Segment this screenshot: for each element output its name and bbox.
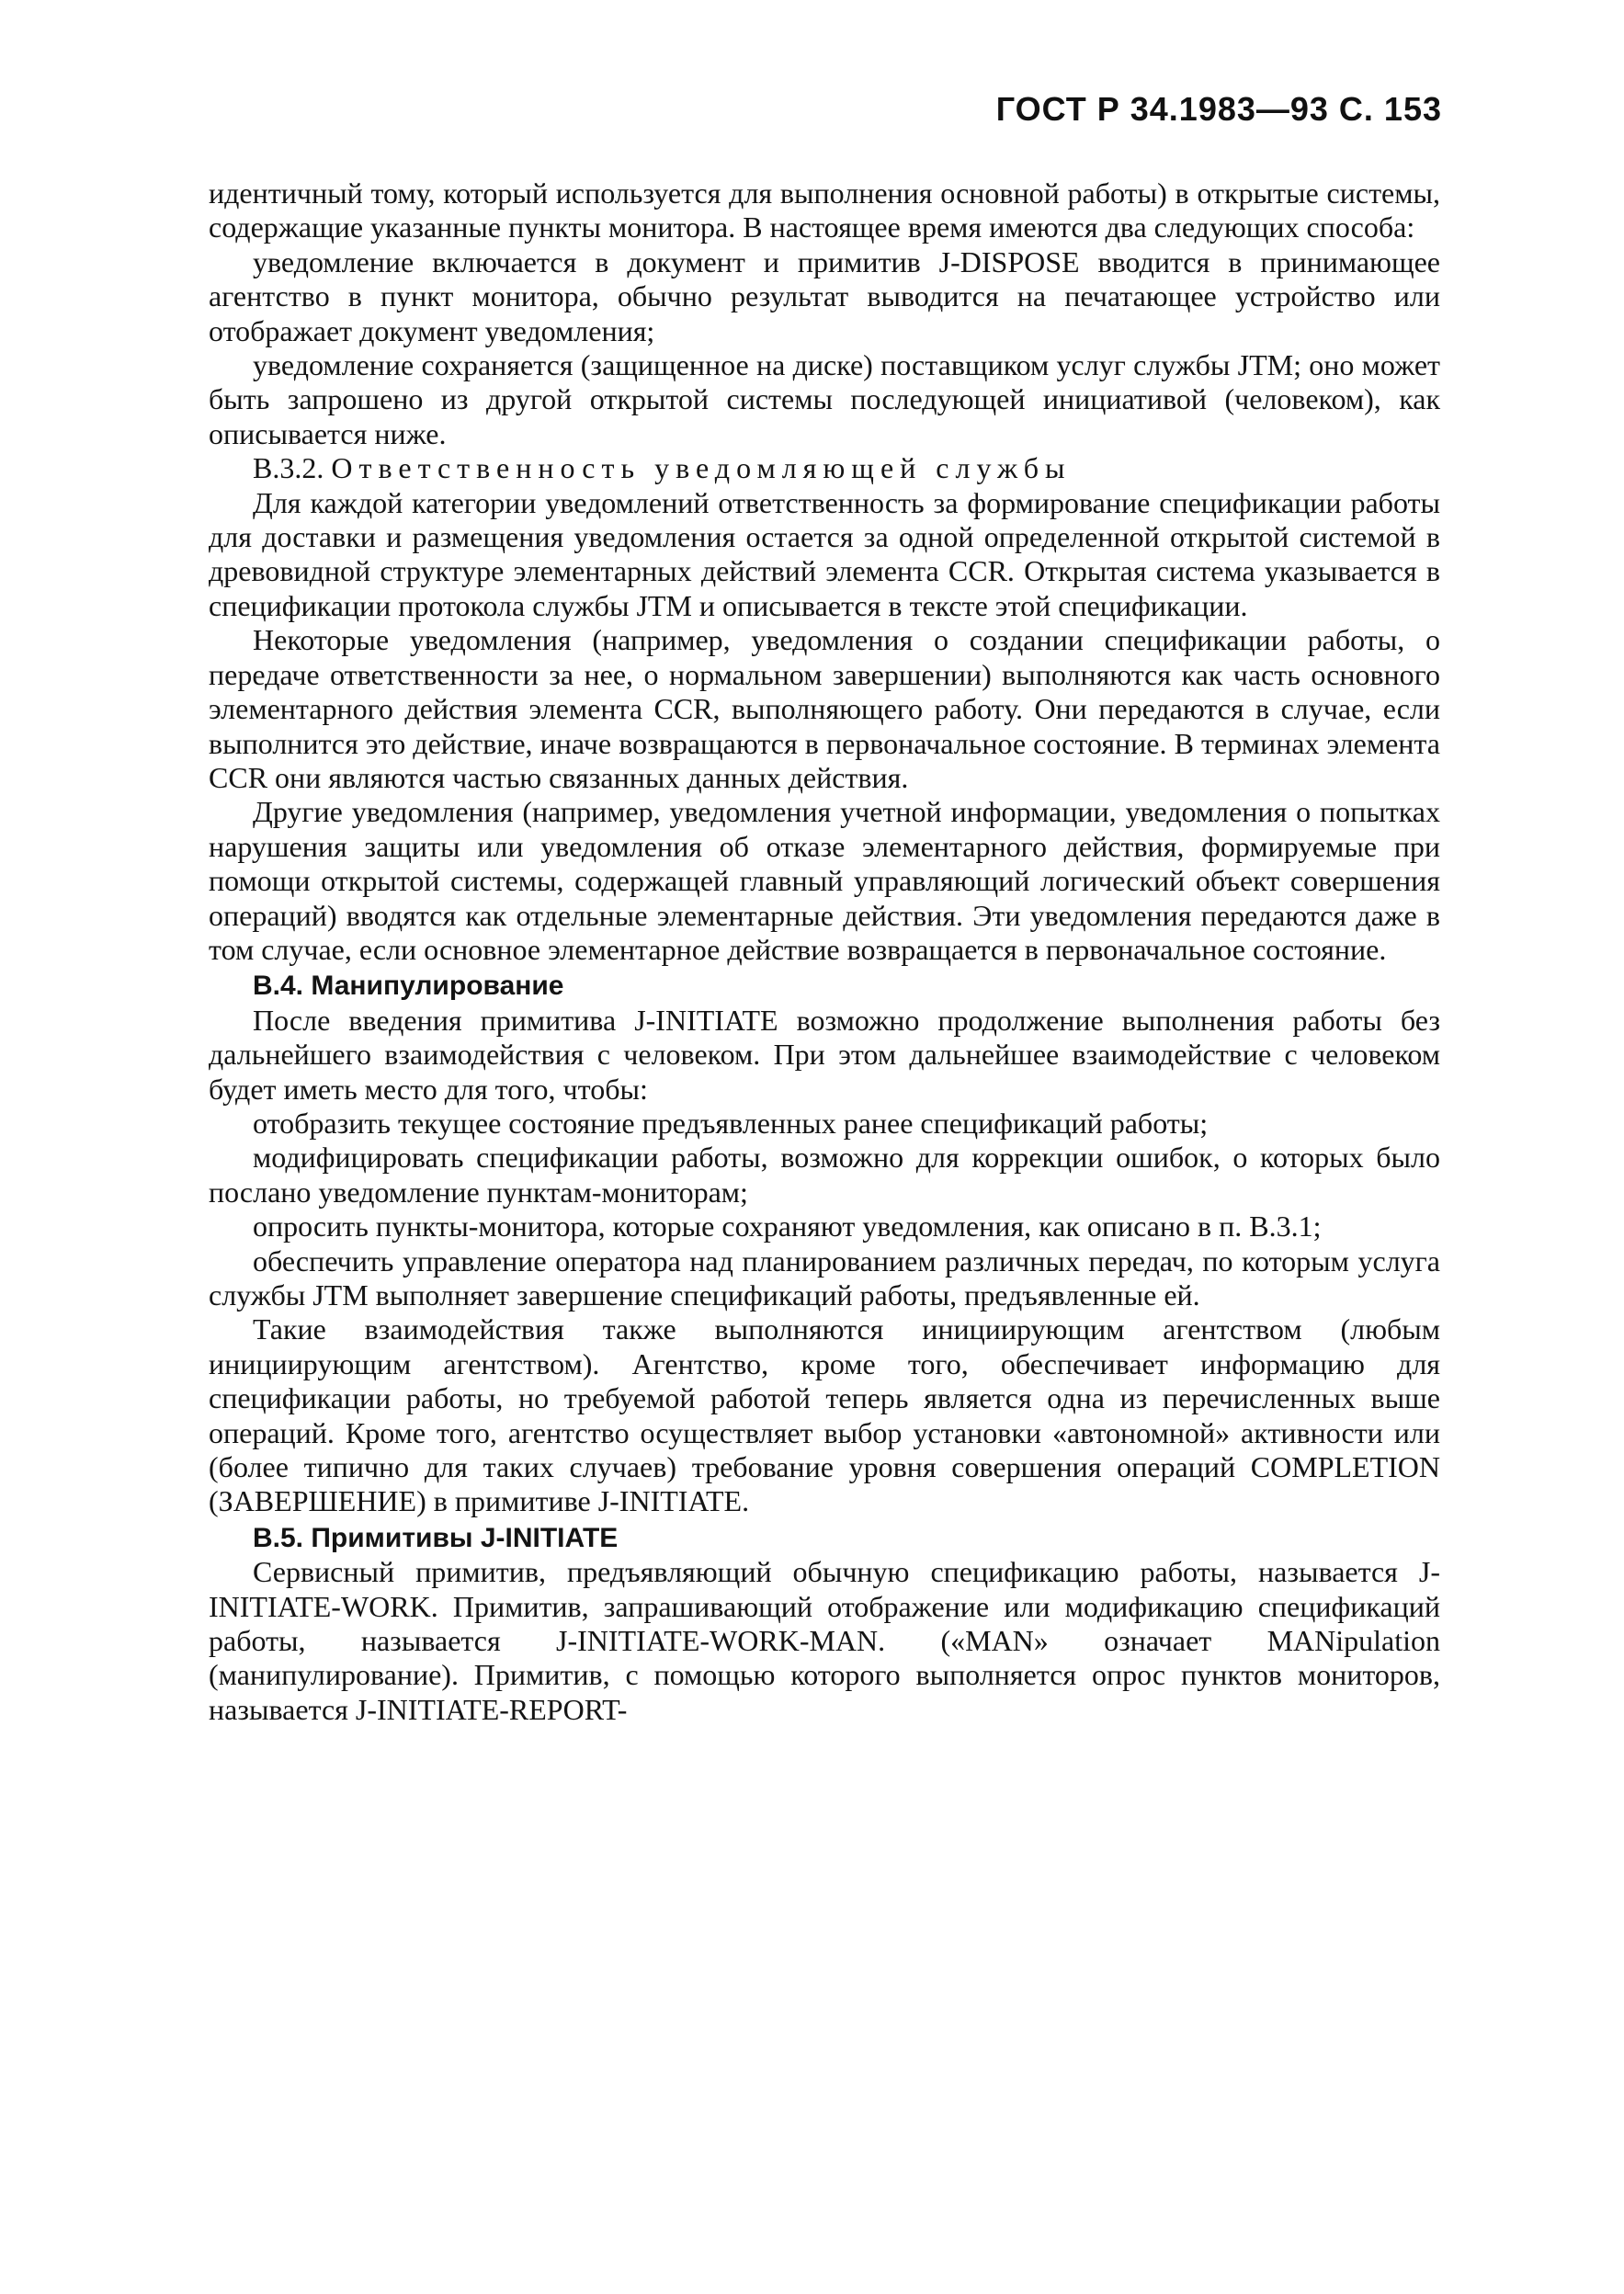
paragraph-other-notifications: Другие уведомления (например, уведомления учетной информации, уведомления о попытках нарушения защиты или уведомления об отказе элементарного действия, формируемые при помощи открытой системы, содержащей главный управляющий логический объект совершения операций) вводятся как отдельные элементарные действия. Эти уведомления передаются даже в том случае, если основное элементарное действие возвращается в первоначальное состояние. [209, 795, 1440, 966]
section-title: Ответственность уведомляющей службы [331, 451, 1072, 485]
paragraph-some-notifications: Некоторые уведомления (например, уведомления о создании спецификации работы, о передаче ответственности за нее, о нормальном завершении) выполняются как часть основного элементарного действия элемента CCR, выполняющего работу. Они передаются в случае, если выполнится это действие, иначе возвращаются в первоначальное состояние. В терминах элемента CCR они являются частью связанных данных действия. [209, 623, 1440, 794]
section-number: В.3.2. [253, 451, 324, 485]
section-heading-b4: В.4. Манипулирование [253, 971, 564, 1002]
paragraph-responsibility: Для каждой категории уведомлений ответственность за формирование спецификации работы для доставки и размещения уведомления остается за одной определенной открытой системой в древовидной структуре элементарных действий элемента CCR. Открытая система указывается в спецификации протокола службы JTM и описывается в тексте этой спецификации. [209, 485, 1440, 622]
paragraph-primitives: Сервисный примитив, предъявляющий обычную спецификацию работы, называется J-INITIATE-WORK. Примитив, запрашивающий отображение или модификацию спецификаций работы, называется J-INITIATE-WORK-MAN. («MAN» означает MANipulation (манипулирование). Примитив, с помощью которого выполняется опрос пунктов мониторов, называется J-INITIATE-REPORT- [209, 1555, 1440, 1726]
paragraph-continuation: идентичный тому, который используется для выполнения основной работы) в открытые системы, содержащие указанные пункты монитора. В настоящее время имеются два следующих способа: [209, 176, 1440, 244]
list-item-modify: модифицировать спецификации работы, возможно для коррекции ошибок, о которых было послано уведомление пунктам-мониторам; [209, 1141, 1440, 1209]
section-heading-b32 [209, 451, 1440, 485]
paragraph-method-1: уведомление включается в документ и примитив J-DISPOSE вводится в принимающее агентство в пункт монитора, обычно результат выводится на печатающее устройство или отображает документ уведомления; [209, 244, 1440, 347]
list-item-control: обеспечить управление оператора над планированием различных передач, по которым услуга службы JTM выполняет завершение спецификаций работы, предъявленные ей. [209, 1244, 1440, 1312]
paragraph-method-2: уведомление сохраняется (защищенное на диске) поставщиком услуг службы JTM; оно может быть запрошено из другой открытой системы последующей инициативой (человеком), как описывается ниже. [209, 348, 1440, 450]
paragraph-manipulation-intro: После введения примитива J-INITIATE возможно продолжение выполнения работы без дальнейшего взаимодействия с человеком. При этом дальнейшее взаимодействие с человеком будет иметь место для того, чтобы: [209, 1003, 1440, 1106]
document-body [209, 176, 1440, 1727]
running-header: ГОСТ Р 34.1983—93 С. 153 [995, 90, 1442, 128]
paragraph-interactions: Такие взаимодействия также выполняются инициирующим агентством (любым инициирующим агентством). Агентство, кроме того, обеспечивает информацию для спецификации работы, но требуемой работой теперь является одна из перечисленных выше операций. Кроме того, агентство осуществляет выбор установки «автономной» активности или (более типично для таких случаев) требование уровня совершения операций COMPLETION (ЗАВЕРШЕНИЕ) в примитиве J-INITIATE. [209, 1312, 1440, 1518]
section-heading-b5: В.5. Примитивы J-INITIATE [253, 1522, 619, 1553]
list-item-query: опросить пункты-монитора, которые сохраняют уведомления, как описано в п. В.3.1; [253, 1209, 1322, 1244]
list-item-display: отобразить текущее состояние предъявленных ранее спецификаций работы; [253, 1106, 1209, 1140]
